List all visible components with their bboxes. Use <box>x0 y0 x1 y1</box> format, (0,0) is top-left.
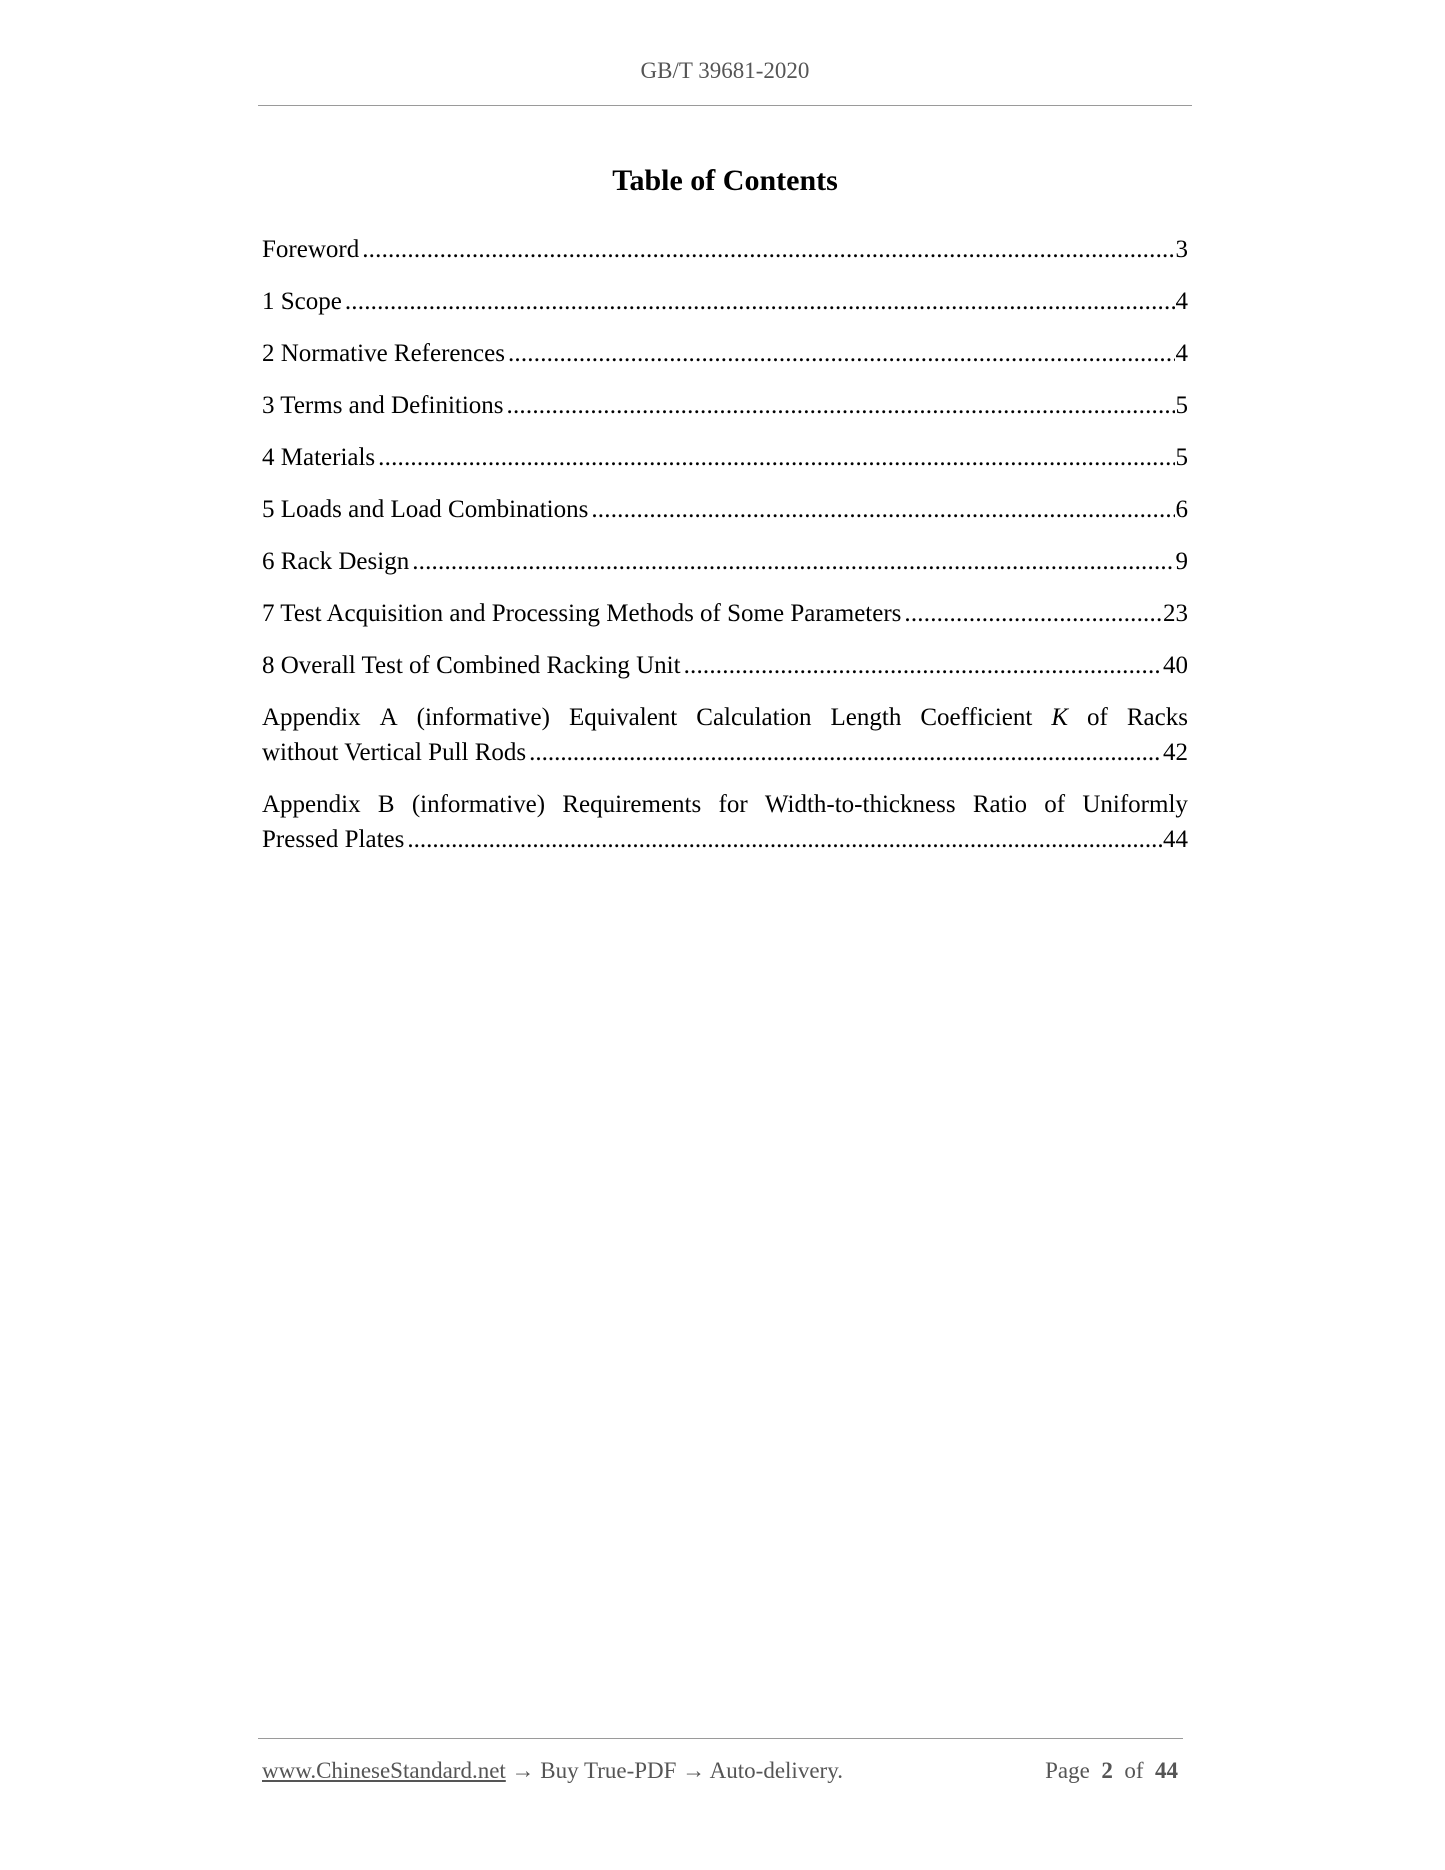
of-word: of <box>1124 1758 1144 1783</box>
dot-leader <box>684 648 1162 683</box>
toc-entry-test-acquisition[interactable] <box>262 596 1188 631</box>
word: (informative) <box>411 791 546 818</box>
word: Width-to-thickness <box>764 791 956 818</box>
header-divider <box>258 105 1192 106</box>
page-word: Page <box>1045 1758 1090 1783</box>
dot-leader <box>507 388 1175 423</box>
toc-entry-scope[interactable] <box>262 284 1188 319</box>
appendix-a-second-line <box>262 735 1188 770</box>
toc-entry-label: 3 Terms and Definitions <box>262 392 504 419</box>
toc-entry-label: 8 Overall Test of Combined Racking Unit <box>262 652 681 679</box>
toc-entry-label: 4 Materials <box>262 444 376 471</box>
word: Uniformly <box>1082 791 1188 818</box>
word: of <box>1087 704 1108 731</box>
word: Appendix <box>262 791 361 818</box>
word: Length <box>830 704 902 731</box>
table-of-contents <box>262 232 1188 874</box>
toc-entry-page: 9 <box>1175 548 1188 575</box>
appendix-b-first-line <box>262 787 1188 822</box>
footer-left <box>262 1758 843 1784</box>
word-italic: K <box>1051 704 1069 731</box>
toc-entry-page: 5 <box>1175 392 1188 419</box>
toc-entry-page: 3 <box>1175 236 1188 263</box>
word: Racks <box>1126 704 1188 731</box>
toc-entry-overall-test[interactable] <box>262 648 1188 683</box>
toc-entry-appendix-a[interactable] <box>262 700 1188 770</box>
toc-entry-normative-references[interactable] <box>262 336 1188 371</box>
toc-entry-rack-design[interactable] <box>262 544 1188 579</box>
word: Requirements <box>562 791 702 818</box>
dot-leader <box>508 336 1175 371</box>
toc-entry-foreword[interactable] <box>262 232 1188 267</box>
footer-divider <box>258 1738 1183 1739</box>
word: Equivalent <box>568 704 678 731</box>
dot-leader <box>412 544 1174 579</box>
appendix-a-first-line <box>262 700 1188 735</box>
dot-leader <box>378 440 1174 475</box>
dot-leader <box>591 492 1174 527</box>
buy-text: Buy True-PDF <box>540 1758 677 1783</box>
page-footer <box>262 1758 1182 1784</box>
toc-title: Table of Contents <box>612 164 838 197</box>
toc-entry-label: 7 Test Acquisition and Processing Methods of Some Parameters <box>262 600 902 627</box>
dot-leader <box>529 735 1162 770</box>
word: Appendix <box>262 704 361 731</box>
toc-entry-page: 5 <box>1175 444 1188 471</box>
toc-entry-appendix-b[interactable] <box>262 787 1188 857</box>
toc-entry-label: without Vertical Pull Rods <box>262 739 527 766</box>
toc-entry-label: 6 Rack Design <box>262 548 410 575</box>
dot-leader <box>345 284 1175 319</box>
dot-leader <box>407 822 1162 857</box>
toc-entry-page: 23 <box>1163 600 1188 627</box>
toc-entry-page: 6 <box>1175 496 1188 523</box>
word: (informative) <box>416 704 550 731</box>
toc-entry-label: 5 Loads and Load Combinations <box>262 496 589 523</box>
word: Ratio <box>972 791 1027 818</box>
toc-entry-page: 4 <box>1175 288 1188 315</box>
toc-entry-page: 44 <box>1163 826 1188 853</box>
toc-entry-terms-and-definitions[interactable] <box>262 388 1188 423</box>
document-id-header: GB/T 39681-2020 <box>640 58 810 83</box>
page-indicator <box>1045 1758 1182 1784</box>
toc-entry-label: Pressed Plates <box>262 826 405 853</box>
word: Calculation <box>696 704 812 731</box>
word: of <box>1044 791 1066 818</box>
word: A <box>379 704 398 731</box>
word: B <box>377 791 395 818</box>
total-page-number: 44 <box>1155 1758 1178 1783</box>
toc-entry-label: 2 Normative References <box>262 340 505 367</box>
delivery-text: Auto-delivery. <box>709 1758 843 1783</box>
toc-entry-loads[interactable] <box>262 492 1188 527</box>
arrow-right-icon: → <box>682 1758 706 1783</box>
word: Coefficient <box>920 704 1033 731</box>
toc-entry-label: 1 Scope <box>262 288 342 315</box>
current-page-number: 2 <box>1101 1758 1113 1783</box>
toc-entry-label: Foreword <box>262 236 360 263</box>
dot-leader <box>362 232 1174 267</box>
word: for <box>718 791 748 818</box>
dot-leader <box>904 596 1162 631</box>
toc-entry-page: 40 <box>1163 652 1188 679</box>
arrow-right-icon: → <box>511 1758 535 1783</box>
toc-entry-materials[interactable] <box>262 440 1188 475</box>
appendix-b-second-line <box>262 822 1188 857</box>
website-link[interactable]: www.ChineseStandard.net <box>262 1758 506 1783</box>
toc-entry-page: 4 <box>1175 340 1188 367</box>
toc-entry-page: 42 <box>1163 739 1188 766</box>
